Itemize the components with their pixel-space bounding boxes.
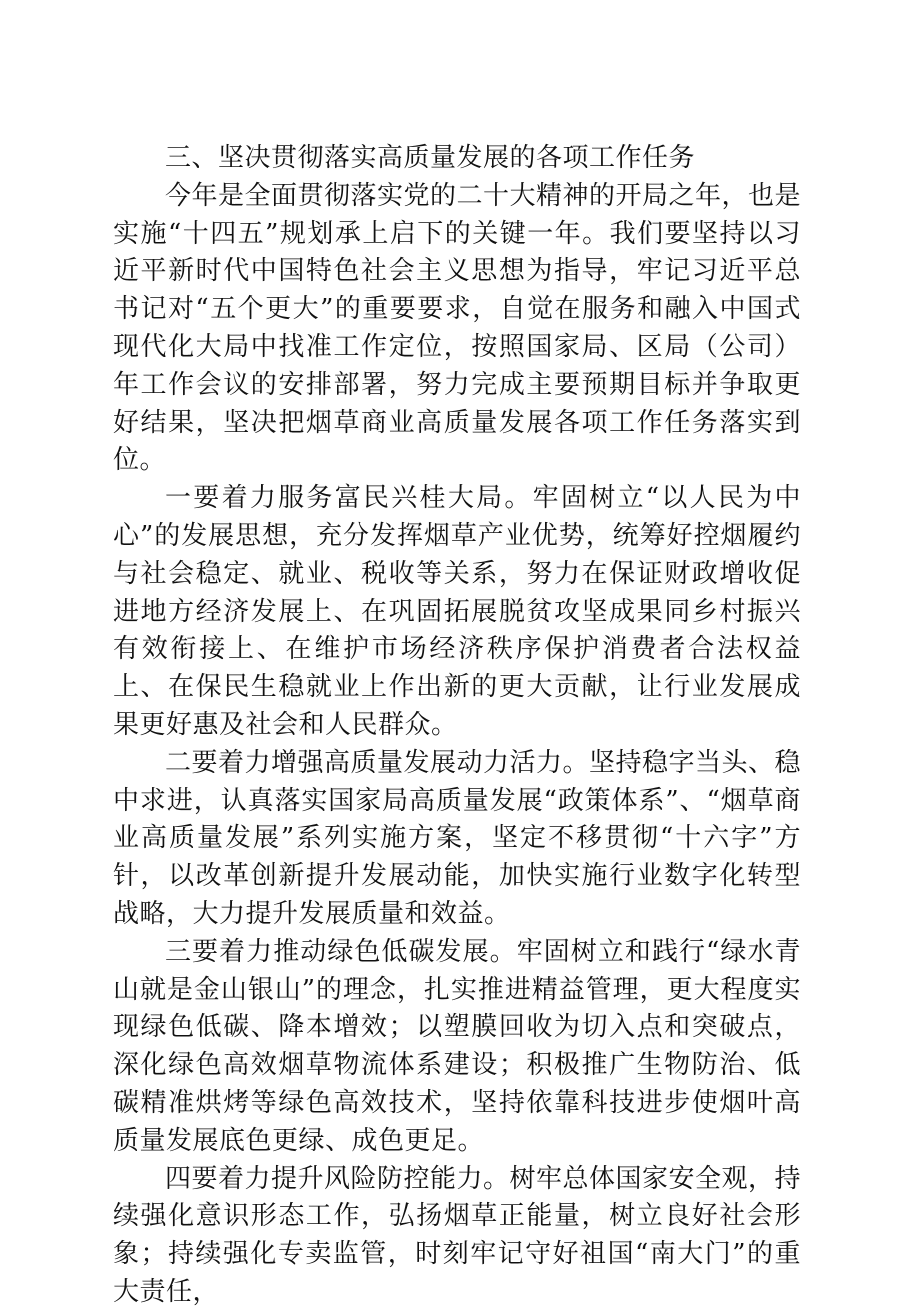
paragraph-intro: 今年是全面贯彻落实党的二十大精神的开局之年，也是实施“十四五”规划承上启下的关键一年。我们要坚持以习近平新时代中国特色社会主义思想为指导，牢记习近平总书记对“五个更大”的重要要求，自觉在服务和融入中国式现代化大局中找准工作定位，按照国家局、区局（公司）年工作会议的安排部署，努力完成主要预期目标并争取更好结果，坚决把烟草商业高质量发展各项工作任务落实到位。 [113,180,802,476]
section-heading: 三、坚决贯彻落实高质量发展的各项工作任务 [165,143,696,173]
paragraph-point-3: 三要着力推动绿色低碳发展。牢固树立和践行“绿水青山就是金山银山”的理念，扎实推进精益管理，更大程度实现绿色低碳、降本增效；以塑膜回收为切入点和突破点，深化绿色高效烟草物流体系建设；积极推广生物防治、低碳精准烘烤等绿色高效技术，坚持依靠科技进步使烟叶高质量发展底色更绿、成色更足。 [113,936,801,1156]
paragraph-point-1: 一要着力服务富民兴桂大局。牢固树立“以人民为中心”的发展思想，充分发挥烟草产业优势，统筹好控烟履约与社会稳定、就业、税收等关系，努力在保证财政增收促进地方经济发展上、在巩固拓展脱贫攻坚成果同乡村振兴有效衔接上、在维护市场经济秩序保护消费者合法权益上、在保民生稳就业上作出新的更大贡献，让行业发展成果更好惠及社会和人民群众。 [113,483,801,740]
document-body [113,140,801,1312]
paragraph-point-2: 二要着力增强高质量发展动力活力。坚持稳字当头、稳中求进，认真落实国家局高质量发展“政策体系”、“烟草商业高质量发展”系列实施方案，坚定不移贯彻“十六字”方针，以改革创新提升发展动能，加快实施行业数字化转型战略，大力提升发展质量和效益。 [113,747,802,929]
paragraph-point-4: 四要着力提升风险防控能力。树牢总体国家安全观，持续强化意识形态工作，弘扬烟草正能量，树立良好社会形象；持续强化专卖监管，时刻牢记守好祖国“南大门”的重大责任， [113,1163,802,1307]
